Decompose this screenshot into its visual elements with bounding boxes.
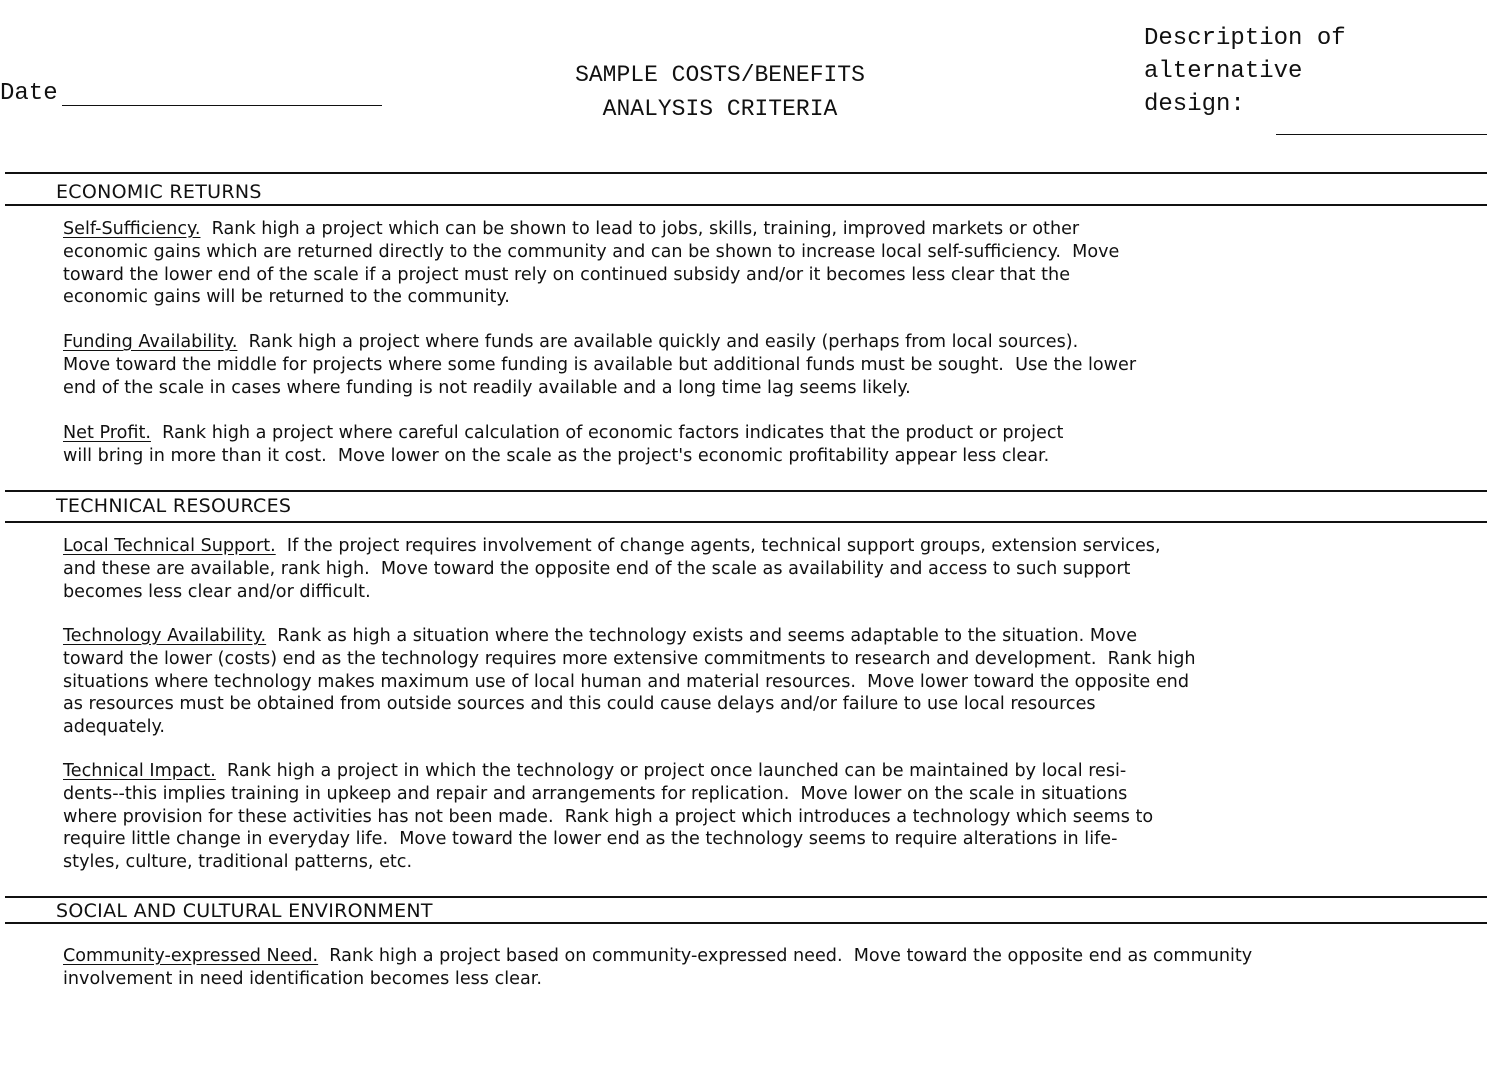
description-label [1144,22,1346,121]
criterion-text: Rank high a project where careful calculation of economic factors indicates that the product or project will bring in more than it cost. Move lower on the scale as the project's economic profitability appear less clear. [63,423,1064,466]
criterion-text: If the project requires involvement of change agents, technical support groups, extension services, and these are available, rank high. Move toward the opposite end of the scale as availability and access to such support becomes less clear and/or difficult. [63,536,1161,602]
criterion-term: Funding Availability. [63,332,238,352]
criterion-self-sufficiency [63,218,1463,309]
criterion-community-expressed-need [63,945,1463,991]
criterion-text: Rank high a project which can be shown to lead to jobs, skills, training, improved markets or other economic gains which are returned directly to the community and can be shown to increase local self-sufficiency. Move toward the lower end of the scale if a project must rely on continued subsidy and/or it becomes less clear that the economic gains will be returned to the community. [63,219,1120,308]
criterion-term: Technical Impact. [63,761,216,781]
criterion-technology-availability [63,625,1463,739]
section-divider-bottom [5,204,1487,206]
criterion-text: Rank high a project where funds are available quickly and easily (perhaps from local sources). Move toward the middle for projects where some funding is available but additional funds must be sought. Use the lower end of the scale in cases where funding is not readily available and a long time lag seems likely. [63,332,1137,398]
date-label: Date [0,80,58,107]
criterion-term: Net Profit. [63,423,151,443]
criterion-term: Community-expressed Need. [63,946,319,966]
description-line-1: Description of [1144,25,1346,52]
criterion-technical-impact [63,760,1463,874]
section-divider-bottom [5,521,1487,523]
criterion-local-technical-support [63,535,1463,603]
description-line-3: design: [1144,91,1245,118]
criterion-term: Local Technical Support. [63,536,276,556]
criterion-text: Rank high a project based on community-expressed need. Move toward the opposite end as community involvement in need identification becomes less clear. [63,946,1253,989]
description-line-2: alternative [1144,58,1303,85]
criterion-net-profit [63,422,1463,468]
criterion-funding-availability [63,331,1463,399]
criterion-text: Rank high a project in which the technology or project once launched can be maintained by local resi- dents--this implies training in upkeep and repair and arrangements for replication. Move lower on the scale in situations where provision for these activities has not been made. Rank high a project which introduces a technology which seems to require little change in everyday life. Move toward the lower end as the technology seems to require alterations in life- styles, culture, traditional patterns, etc. [63,761,1154,873]
section-heading-economic: ECONOMIC RETURNS [56,181,262,203]
criterion-text: Rank as high a situation where the technology exists and seems adaptable to the situation. Move toward the lower (costs) end as the technology requires more extensive commitments to research and development. Rank high situations where technology makes maximum use of local human and material resources. Move lower toward the opposite end as resources must be obtained from outside sources and this could cause delays and/or failure to use local resources adequately. [63,626,1196,738]
title-line-2: ANALYSIS CRITERIA [602,96,838,122]
date-field-line[interactable] [62,105,382,106]
section-divider-bottom [5,922,1487,924]
page-title [520,58,920,126]
section-divider-top [5,490,1487,492]
title-line-1: SAMPLE COSTS/BENEFITS [575,62,865,88]
criterion-term: Technology Availability. [63,626,267,646]
section-divider-top [5,896,1487,898]
section-divider-top [5,172,1487,174]
section-heading-technical: TECHNICAL RESOURCES [56,495,292,517]
criterion-term: Self-Sufficiency. [63,219,201,239]
description-field-line[interactable] [1276,134,1487,135]
section-heading-social: SOCIAL AND CULTURAL ENVIRONMENT [56,900,433,922]
